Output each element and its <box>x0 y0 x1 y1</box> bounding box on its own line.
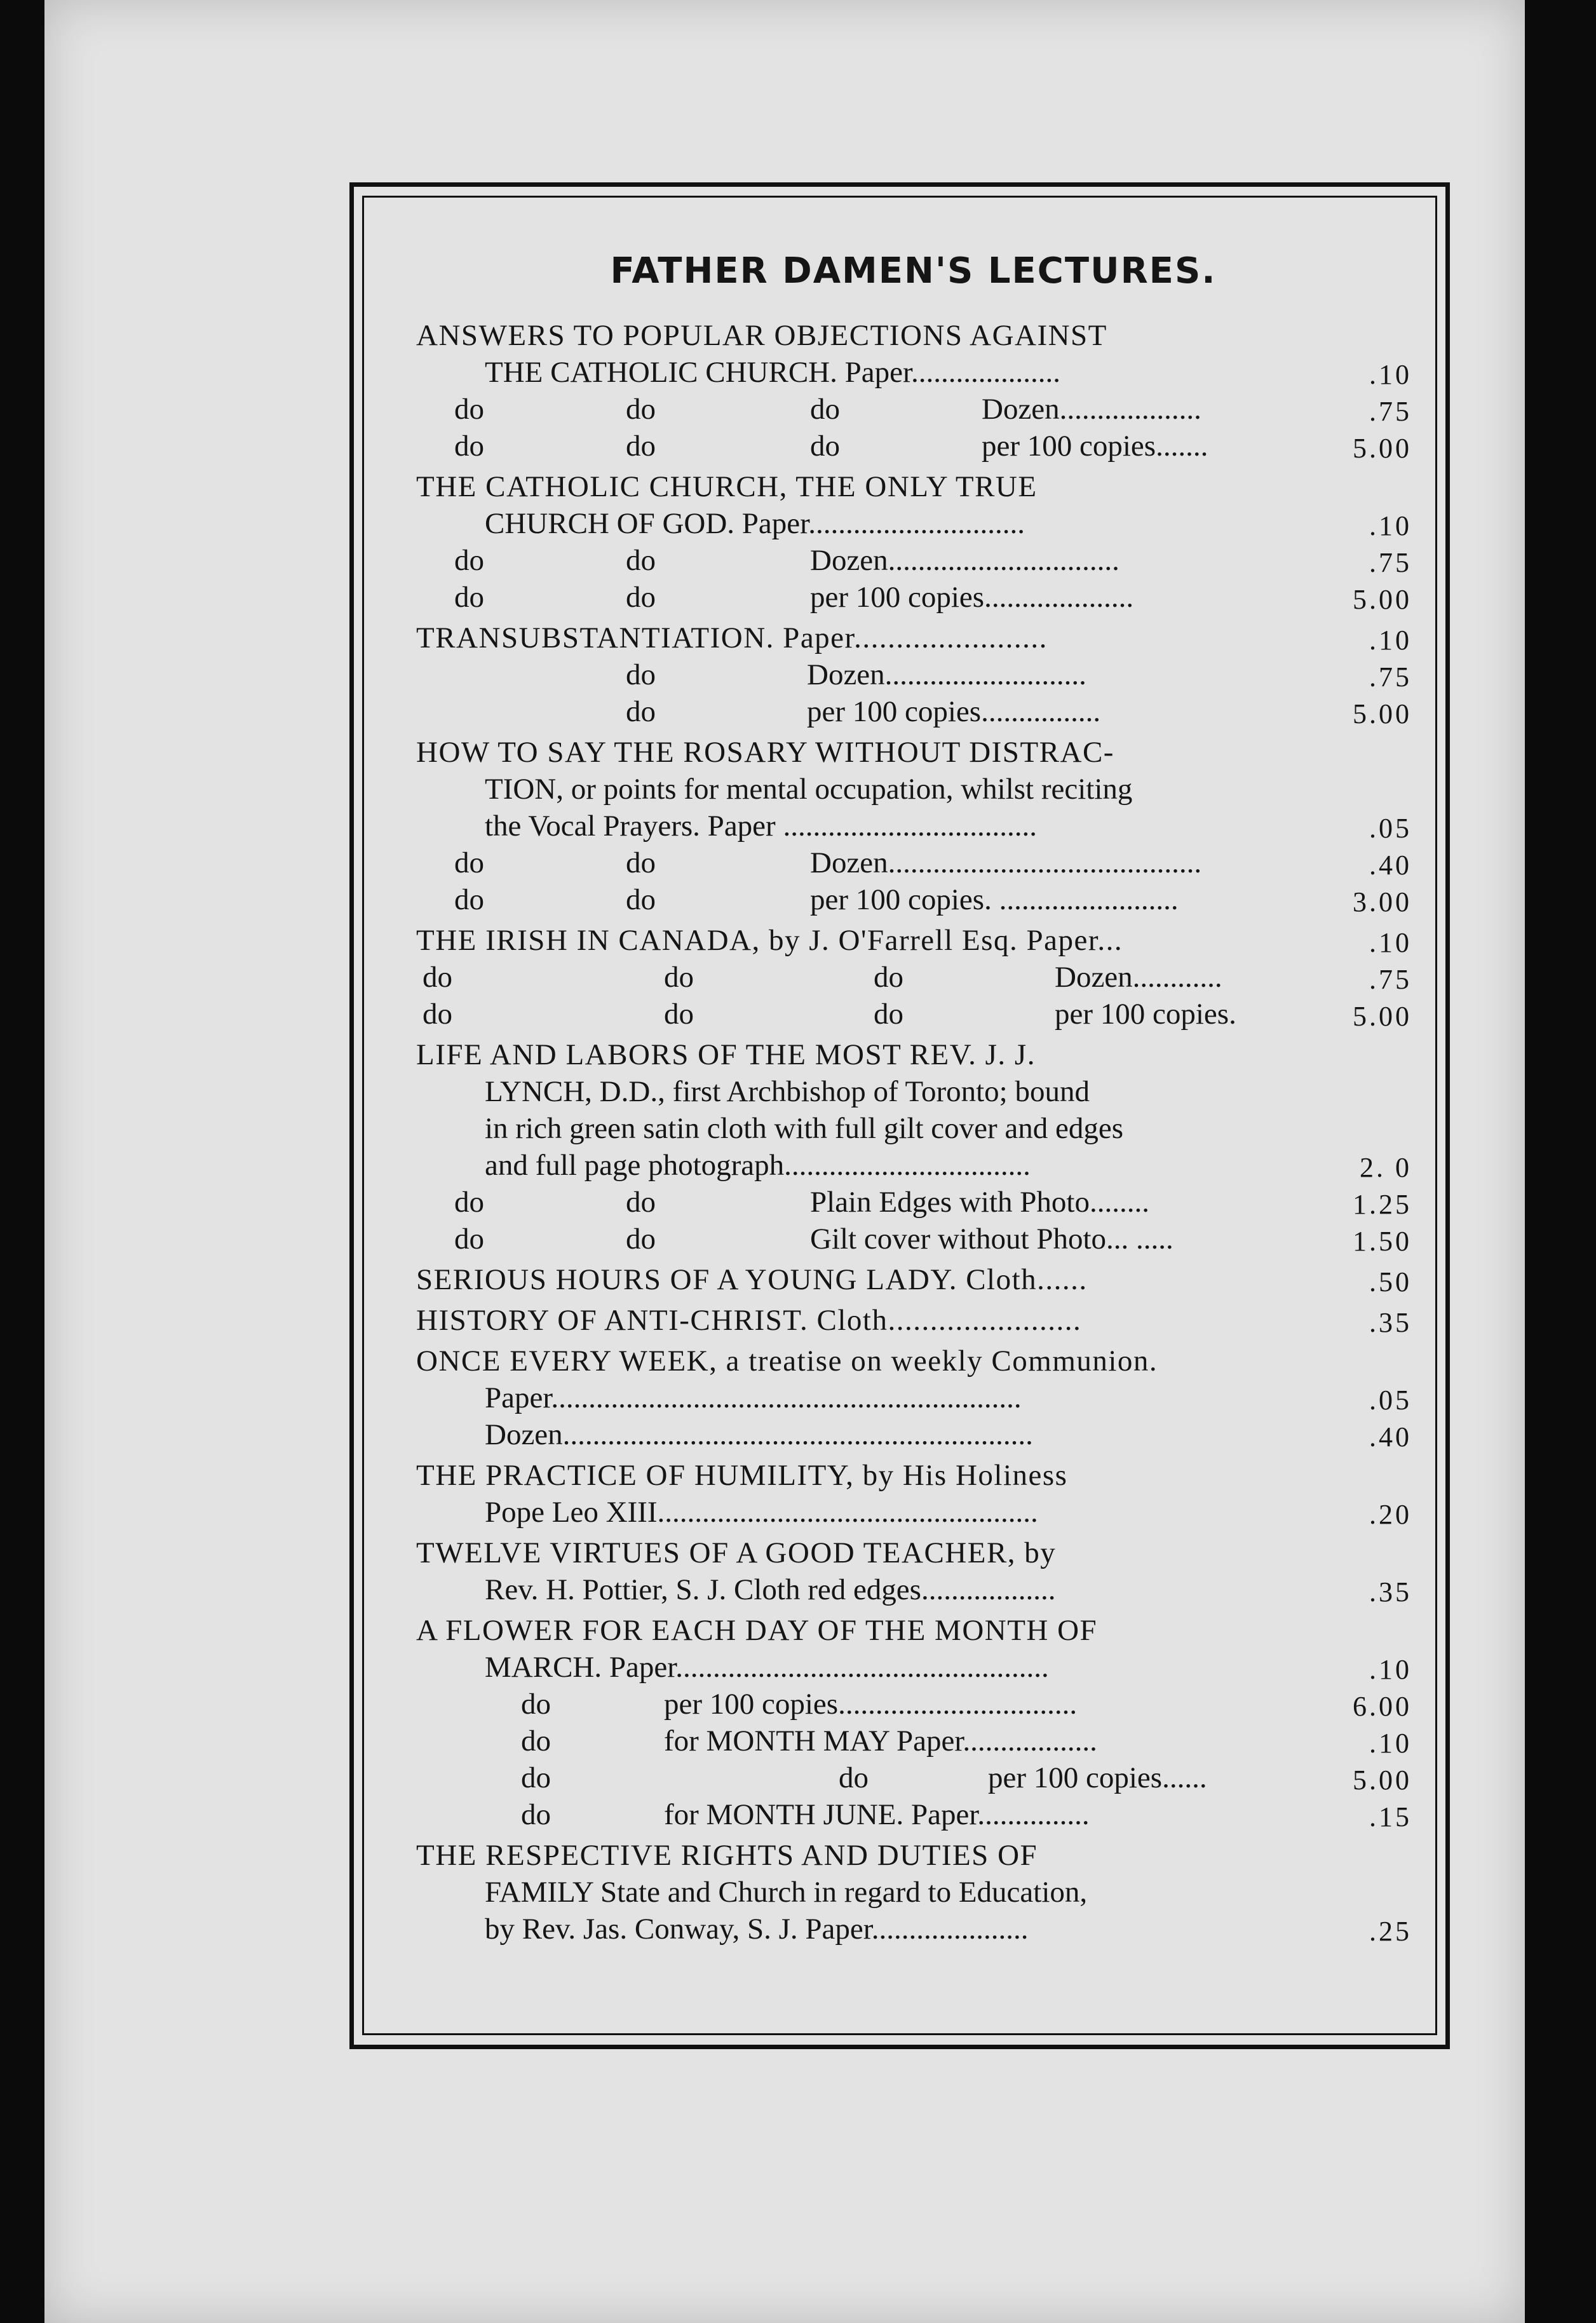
price-row <box>416 1686 1410 1723</box>
entry-title-line <box>416 1036 1410 1073</box>
ditto-mark: do <box>626 1222 656 1256</box>
entry-continuation-line <box>416 354 1410 391</box>
row-description: Dozen................... <box>982 393 1201 426</box>
entry-price: .05 <box>1369 813 1412 844</box>
ditto-mark: do <box>874 998 903 1031</box>
entry-title-line <box>416 1612 1410 1649</box>
lecture-entry <box>416 1343 1410 1453</box>
row-price: 1.50 <box>1353 1226 1412 1257</box>
entry-title-line <box>416 468 1410 505</box>
entry-text: the Vocal Prayers. Paper .................................. <box>485 809 1037 843</box>
row-price: 6.00 <box>1353 1691 1412 1722</box>
entry-text: Rev. H. Pottier, S. J. Cloth red edges.................. <box>485 1573 1056 1606</box>
entry-price: 2. 0 <box>1360 1152 1412 1183</box>
price-row <box>416 996 1410 1033</box>
ditto-mark: do <box>454 430 484 463</box>
ditto-mark: do <box>839 1761 869 1794</box>
entry-text: ONCE EVERY WEEK, a treatise on weekly Communion. <box>416 1344 1158 1378</box>
row-description: Gilt cover without Photo... ..... <box>810 1222 1173 1256</box>
lecture-entry <box>416 734 1410 918</box>
entry-continuation-line <box>416 1911 1410 1947</box>
entry-text: TWELVE VIRTUES OF A GOOD TEACHER, by <box>416 1536 1057 1569</box>
price-row <box>416 1184 1410 1221</box>
entry-title-line <box>416 1837 1410 1874</box>
entry-title-line <box>416 1457 1410 1494</box>
lecture-entry <box>416 1534 1410 1608</box>
entry-title-line <box>416 922 1410 959</box>
row-price: .75 <box>1369 547 1412 578</box>
lecture-entry <box>416 1302 1410 1339</box>
price-row <box>416 1221 1410 1257</box>
advertisement-content <box>416 236 1410 1951</box>
row-price: .10 <box>1369 1728 1412 1759</box>
row-price: .75 <box>1369 396 1412 427</box>
row-description: per 100 copies................................ <box>664 1688 1078 1721</box>
entry-text: MARCH. Paper.................................................. <box>485 1651 1049 1684</box>
entry-continuation-line <box>416 808 1410 844</box>
entry-continuation-line <box>416 1494 1410 1531</box>
lecture-entry <box>416 620 1410 730</box>
entry-title-line <box>416 1534 1410 1571</box>
entry-price: .10 <box>1369 927 1412 958</box>
row-description: per 100 copies.................... <box>810 581 1134 614</box>
ditto-mark: do <box>454 1186 484 1219</box>
ditto-mark: do <box>454 883 484 916</box>
ditto-mark: do <box>626 846 656 879</box>
price-row <box>416 428 1410 464</box>
row-price: 5.00 <box>1353 433 1412 464</box>
ditto-mark: do <box>454 846 484 879</box>
lecture-entry <box>416 922 1410 1033</box>
entry-text: THE IRISH IN CANADA, by J. O'Farrell Esq. Paper... <box>416 924 1123 957</box>
row-price: .75 <box>1369 964 1412 995</box>
price-row <box>416 1723 1410 1759</box>
entry-title-line <box>416 620 1410 656</box>
entry-continuation-line <box>416 505 1410 542</box>
row-description: Dozen........................... <box>807 658 1086 691</box>
entry-title-line <box>416 734 1410 771</box>
row-description: Dozen............ <box>1055 961 1222 994</box>
entry-text: THE CATHOLIC CHURCH. Paper.................... <box>485 356 1061 389</box>
ditto-mark: do <box>874 961 903 994</box>
price-row <box>416 959 1410 996</box>
entry-title-line <box>416 1343 1410 1379</box>
ditto-mark: do <box>810 393 840 426</box>
price-row <box>416 656 1410 693</box>
entry-text: SERIOUS HOURS OF A YOUNG LADY. Cloth...... <box>416 1263 1088 1296</box>
ditto-mark: do <box>626 393 656 426</box>
row-price: 3.00 <box>1353 886 1412 918</box>
entry-text: HOW TO SAY THE ROSARY WITHOUT DISTRAC- <box>416 736 1114 769</box>
ditto-mark: do <box>810 430 840 463</box>
ditto-mark: do <box>626 430 656 463</box>
ditto-mark: do <box>454 393 484 426</box>
lecture-list <box>416 317 1410 1947</box>
row-description: per 100 copies................ <box>807 695 1101 728</box>
entry-price: .10 <box>1369 625 1412 656</box>
ditto-mark: do <box>664 998 694 1031</box>
entry-text: TION, or points for mental occupation, whilst reciting <box>485 773 1133 806</box>
entry-continuation-line <box>416 1379 1410 1416</box>
ditto-mark: do <box>664 961 694 994</box>
price-row <box>416 844 1410 881</box>
entry-price: .25 <box>1369 1916 1412 1947</box>
ditto-mark: do <box>521 1688 551 1721</box>
entry-price: .40 <box>1369 1421 1412 1453</box>
page-heading: FATHER DAMEN'S LECTURES. <box>610 250 1217 292</box>
price-row <box>416 542 1410 579</box>
row-description: per 100 copies...... <box>988 1761 1207 1794</box>
ditto-mark: do <box>423 961 452 994</box>
row-description: for MONTH JUNE. Paper............... <box>664 1798 1090 1831</box>
entry-continuation-line <box>416 1073 1410 1110</box>
lecture-entry <box>416 317 1410 464</box>
ditto-mark: do <box>626 883 656 916</box>
entry-continuation-line <box>416 1110 1410 1147</box>
ditto-mark: do <box>521 1724 551 1757</box>
price-row <box>416 1796 1410 1833</box>
entry-text: THE RESPECTIVE RIGHTS AND DUTIES OF <box>416 1839 1038 1872</box>
ditto-mark: do <box>454 581 484 614</box>
entry-continuation-line <box>416 1416 1410 1453</box>
row-description: per 100 copies....... <box>982 430 1208 463</box>
entry-price: .10 <box>1369 1654 1412 1685</box>
row-price: 5.00 <box>1353 1764 1412 1796</box>
entry-price: .50 <box>1369 1266 1412 1297</box>
entry-text: ANSWERS TO POPULAR OBJECTIONS AGAINST <box>416 319 1107 352</box>
ditto-mark: do <box>626 658 656 691</box>
ditto-mark: do <box>454 1222 484 1256</box>
ditto-mark: do <box>626 581 656 614</box>
entry-text: FAMILY State and Church in regard to Education, <box>485 1876 1088 1909</box>
ditto-mark: do <box>454 544 484 577</box>
entry-text: A FLOWER FOR EACH DAY OF THE MONTH OF <box>416 1614 1098 1647</box>
row-price: .75 <box>1369 661 1412 693</box>
price-row <box>416 1759 1410 1796</box>
entry-continuation-line <box>416 1571 1410 1608</box>
row-price: 5.00 <box>1353 698 1412 729</box>
row-price: 5.00 <box>1353 1001 1412 1032</box>
entry-price: .35 <box>1369 1576 1412 1608</box>
lecture-entry <box>416 1261 1410 1298</box>
lecture-entry <box>416 468 1410 616</box>
row-price: .40 <box>1369 850 1412 881</box>
entry-text: TRANSUBSTANTIATION. Paper....................... <box>416 621 1048 654</box>
ditto-mark: do <box>626 695 656 728</box>
entry-text: Pope Leo XIII................................................... <box>485 1496 1038 1529</box>
entry-continuation-line <box>416 1649 1410 1686</box>
row-price: .15 <box>1369 1801 1412 1832</box>
entry-price: .10 <box>1369 359 1412 390</box>
ditto-mark: do <box>521 1761 551 1794</box>
row-description: Dozen.......................................... <box>810 846 1202 879</box>
entry-title-line <box>416 1302 1410 1339</box>
entry-price: .20 <box>1369 1499 1412 1530</box>
entry-price: .35 <box>1369 1307 1412 1338</box>
entry-text: in rich green satin cloth with full gilt cover and edges <box>485 1112 1123 1145</box>
lecture-entry <box>416 1837 1410 1947</box>
entry-text: by Rev. Jas. Conway, S. J. Paper..................... <box>485 1913 1029 1946</box>
entry-text: CHURCH OF GOD. Paper............................. <box>485 507 1025 540</box>
entry-continuation-line <box>416 771 1410 808</box>
price-row <box>416 579 1410 616</box>
entry-price: .10 <box>1369 510 1412 541</box>
lecture-entry <box>416 1036 1410 1257</box>
lecture-entry <box>416 1612 1410 1833</box>
entry-text: Dozen............................................................... <box>485 1418 1033 1451</box>
entry-text: and full page photograph................................. <box>485 1149 1031 1182</box>
entry-text: THE CATHOLIC CHURCH, THE ONLY TRUE <box>416 470 1038 503</box>
entry-text: Paper............................................................... <box>485 1381 1022 1414</box>
entry-title-line <box>416 317 1410 354</box>
entry-title-line <box>416 1261 1410 1298</box>
row-description: per 100 copies. ........................ <box>810 883 1179 916</box>
entry-continuation-line <box>416 1147 1410 1184</box>
entry-text: LYNCH, D.D., first Archbishop of Toronto; bound <box>485 1075 1090 1108</box>
price-row <box>416 881 1410 918</box>
ditto-mark: do <box>521 1798 551 1831</box>
entry-text: LIFE AND LABORS OF THE MOST REV. J. J. <box>416 1038 1036 1071</box>
price-row <box>416 693 1410 730</box>
row-description: Dozen............................... <box>810 544 1119 577</box>
entry-continuation-line <box>416 1874 1410 1911</box>
ditto-mark: do <box>423 998 452 1031</box>
price-row <box>416 391 1410 428</box>
entry-price: .05 <box>1369 1385 1412 1416</box>
entry-text: THE PRACTICE OF HUMILITY, by His Holiness <box>416 1459 1068 1492</box>
ditto-mark: do <box>626 1186 656 1219</box>
ditto-mark: do <box>626 544 656 577</box>
row-price: 5.00 <box>1353 584 1412 615</box>
row-description: for MONTH MAY Paper.................. <box>664 1724 1097 1757</box>
row-description: per 100 copies. <box>1055 998 1236 1031</box>
lecture-entry <box>416 1457 1410 1531</box>
row-price: 1.25 <box>1353 1189 1412 1220</box>
entry-text: HISTORY OF ANTI-CHRIST. Cloth....................... <box>416 1304 1082 1337</box>
row-description: Plain Edges with Photo........ <box>810 1186 1149 1219</box>
